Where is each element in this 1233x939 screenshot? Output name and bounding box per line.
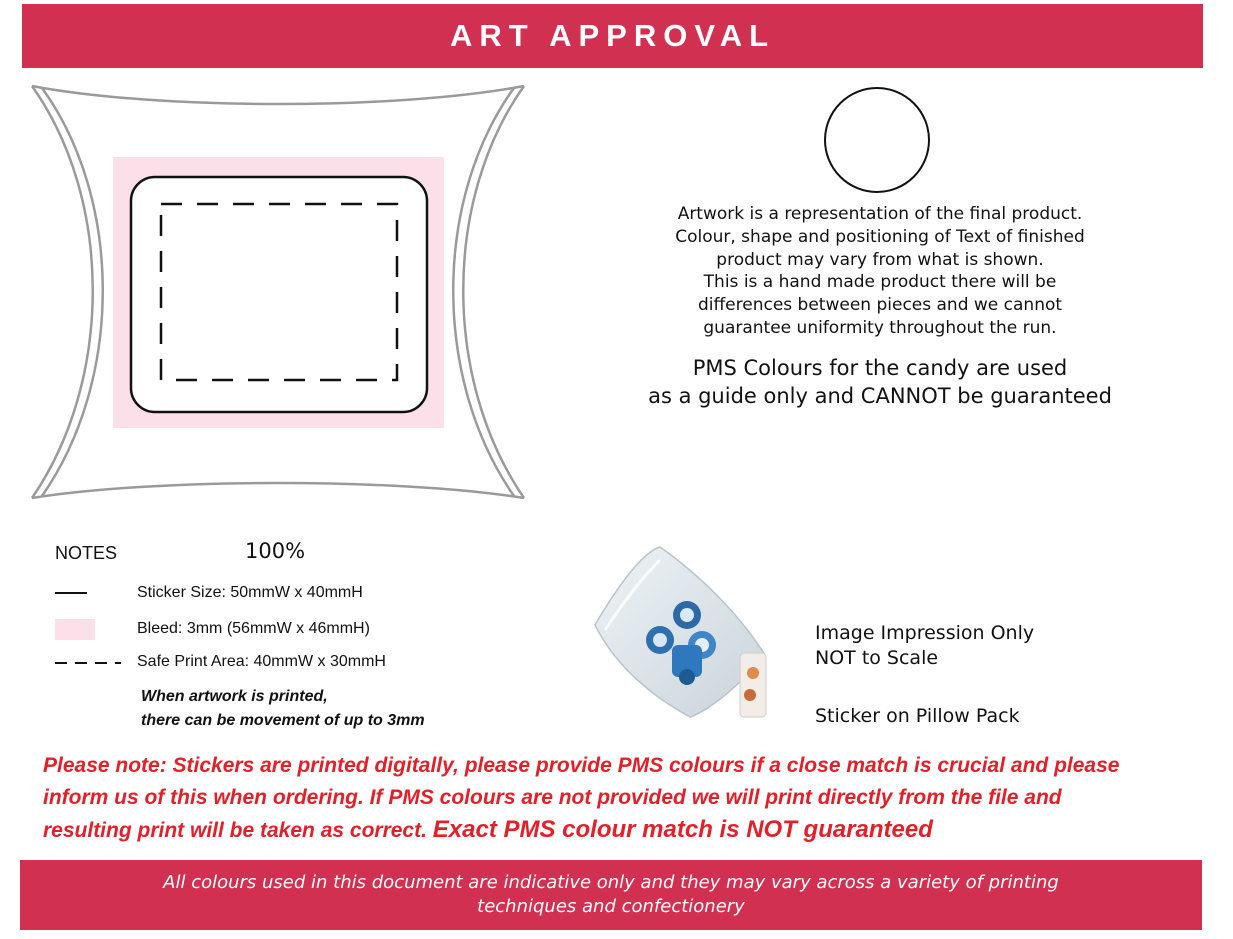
disclaimer-line: Artwork is a representation of the final product. [677,204,1083,224]
disclaimer-line: differences between pieces and we cannot [697,295,1063,316]
candy-circle-outline [824,87,930,193]
pillow-pack-photo [590,545,770,720]
colour-disclaimer [51,871,1171,919]
footer-line: techniques and confectionery [477,896,745,917]
sticker-size-legend-swatch [55,592,87,594]
bleed-legend: Bleed: 3mm (56mmW x 46mmH) [137,620,370,637]
pms-note-line: PMS Colours for the candy are used [692,356,1068,380]
digital-print-warning [43,750,1213,847]
warning-line: inform us of this when ordering. If PMS colours are not provided we will print directly from the file and [43,786,1062,809]
disclaimer-line: Colour, shape and positioning of Text of finished [675,226,1085,247]
caption-line: Image Impression Only [815,622,1035,644]
warning-emphasis: Exact PMS colour match is NOT guaranteed [432,816,933,843]
movement-line: When artwork is printed, [141,688,328,705]
disclaimer-line: product may vary from what is shown. [716,249,1044,270]
movement-line: there can be movement of up to 3mm [141,712,425,729]
pms-guide-note [560,354,1200,410]
disclaimer-line: guarantee uniformity throughout the run. [703,317,1057,338]
warning-line: Please note: Stickers are printed digitally, please provide PMS colours if a close match is crucial and please [43,754,1120,777]
safe-area-legend: Safe Print Area: 40mmW x 30mmH [137,653,386,670]
sticker-size-legend: Sticker Size: 50mmW x 40mmH [137,584,363,601]
warning-text: resulting print will be taken as correct. [43,819,427,842]
disclaimer-line: This is a hand made product there will be [703,272,1057,293]
sticker-outline [131,177,427,412]
warning-line [43,814,1213,847]
safe-area-legend-swatch [55,662,121,664]
footer-banner [20,860,1202,930]
photo-caption-impression [815,621,1034,671]
pillow-pack-template [28,80,528,505]
footer-line: All colours used in this document are indicative only and they may vary across a variety of printing [163,872,1059,893]
bleed-legend-swatch [55,619,95,640]
pms-note-line: as a guide only and CANNOT be guaranteed [648,384,1112,408]
caption-line: NOT to Scale [815,647,939,669]
notes-heading: NOTES [55,543,118,563]
scale-label: 100% [245,539,306,563]
page-title: ART APPROVAL [449,18,776,53]
print-movement-note [141,685,425,733]
artwork-disclaimer [560,203,1200,340]
header-banner [22,4,1203,68]
photo-caption-sticker: Sticker on Pillow Pack [815,705,1020,727]
